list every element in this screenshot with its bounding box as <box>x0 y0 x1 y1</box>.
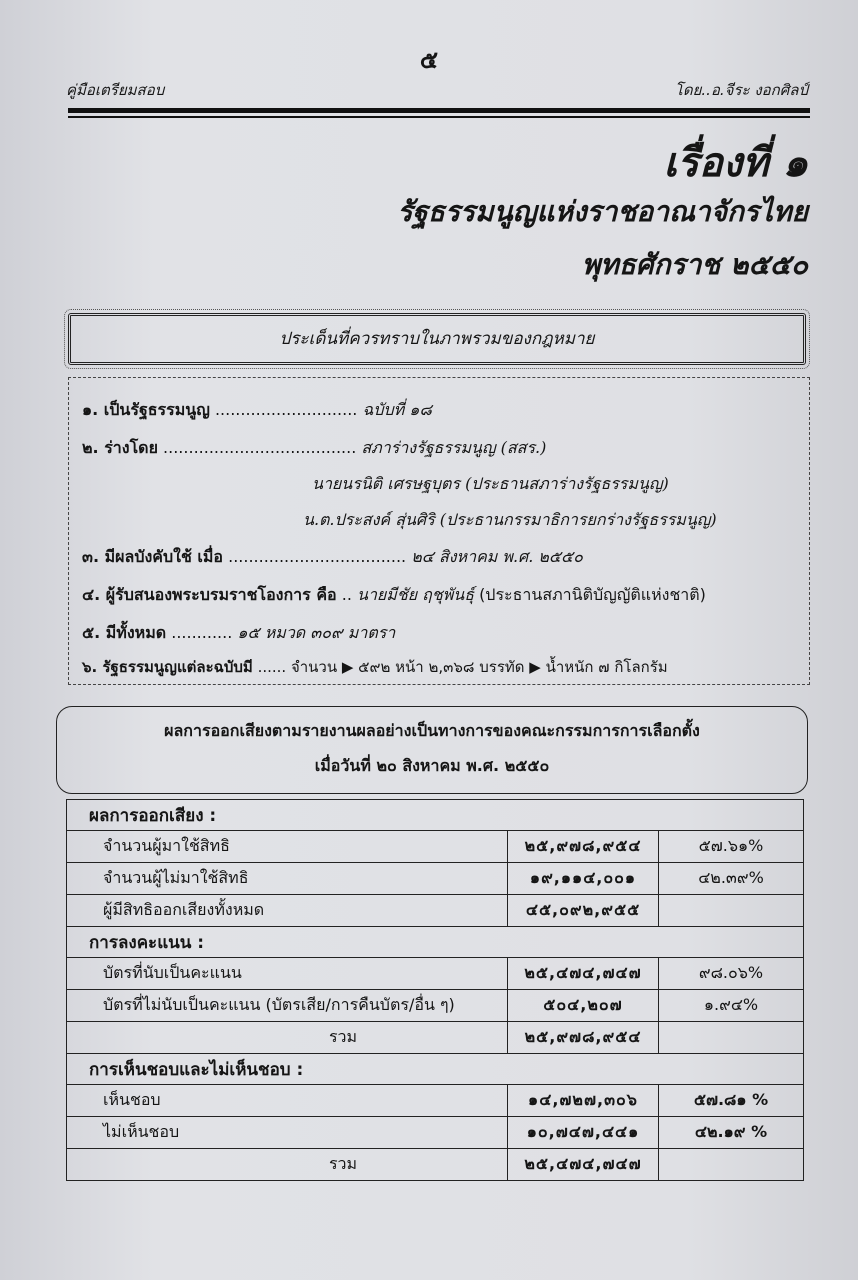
row-label: จำนวนผู้ไม่มาใช้สิทธิ <box>67 863 508 895</box>
row-label: ผู้มีสิทธิออกเสียงทั้งหมด <box>67 895 508 927</box>
row-value: ๑๐,๗๔๗,๔๔๑ <box>508 1117 659 1149</box>
law-title: รัฐธรรมนูญแห่งราชอาณาจักรไทย <box>397 195 808 228</box>
vote-result-heading-box <box>56 706 808 794</box>
row-label: บัตรที่นับเป็นคะแนน <box>67 958 508 990</box>
chapter-title: เรื่องที่ ๑ <box>663 139 808 186</box>
section-header-vote-results <box>67 800 804 831</box>
row-percent-empty <box>659 1022 804 1054</box>
row-value: ๒๕,๔๗๔,๗๔๗ <box>508 958 659 990</box>
fact-dots: ............ <box>171 623 233 642</box>
fact-label: ๕. มีทั้งหมด <box>82 623 167 642</box>
table-row <box>67 1117 804 1149</box>
row-label: บัตรที่ไม่นับเป็นคะแนน (บัตรเสีย/การคืนบัตร/อื่น ๆ) <box>67 990 508 1022</box>
fact-item-1 <box>82 398 432 423</box>
section-header-approval <box>67 1054 804 1085</box>
table-row <box>67 895 804 927</box>
fact-label: ๒. ร่างโดย <box>82 438 158 457</box>
vote-heading-line-1: ผลการออกเสียงตามรายงานผลอย่างเป็นทางการของคณะกรรมการการเลือกตั้ง <box>164 721 700 740</box>
section-title: ผลการออกเสียง : <box>67 800 804 831</box>
fact-item-5 <box>82 621 395 646</box>
fact-dots: ................................... <box>228 547 407 566</box>
row-value: ๑๔,๗๒๗,๓๐๖ <box>508 1085 659 1117</box>
page-number: ๕ <box>419 46 439 74</box>
drafter-1: นายนรนิติ เศรษฐบุตร (ประธานสภาร่างรัฐธรรมนูญ) <box>312 474 669 493</box>
fact-item-3 <box>82 545 583 570</box>
table-row <box>67 863 804 895</box>
row-percent: ๕๗.๘๑ % <box>659 1085 804 1117</box>
table-row <box>67 990 804 1022</box>
fact-item-6 <box>82 655 668 679</box>
fact-suffix: (ประธานสภานิติบัญญัติแห่งชาติ) <box>479 585 706 604</box>
fact-item-4 <box>82 583 706 608</box>
row-total-label: รวม <box>67 1022 508 1054</box>
law-year: พุทธศักราช ๒๕๕๐ <box>581 248 808 281</box>
fact-value: ฉบับที่ ๑๘ <box>362 400 432 419</box>
row-total-label: รวม <box>67 1149 508 1181</box>
drafter-2: น.ต.ประสงค์ สุ่นศิริ (ประธานกรรมาธิการยกร่างรัฐธรรมนูญ) <box>303 510 717 529</box>
section-title: การลงคะแนน : <box>67 927 804 958</box>
row-value: ๒๕,๙๗๘,๙๕๔ <box>508 831 659 863</box>
row-percent-empty <box>659 1149 804 1181</box>
fact-suffix: จำนวน ▶ ๕๙๒ หน้า ๒,๓๖๘ บรรทัด ▶ น้ำหนัก ๗ กิโลกรัม <box>290 658 668 676</box>
fact-label: ๑. เป็นรัฐธรรมนูญ <box>82 400 210 419</box>
row-total-value: ๒๕,๙๗๘,๙๕๔ <box>508 1022 659 1054</box>
row-percent: ๑.๙๔% <box>659 990 804 1022</box>
topic-title: ประเด็นที่ควรทราบในภาพรวมของกฎหมาย <box>279 329 595 349</box>
header-rule-thin <box>68 116 810 118</box>
header-book-title: คู่มือเตรียมสอบ <box>66 81 165 99</box>
table-row-total <box>67 1022 804 1054</box>
row-label: เห็นชอบ <box>67 1085 508 1117</box>
row-label: จำนวนผู้มาใช้สิทธิ <box>67 831 508 863</box>
section-title: การเห็นชอบและไม่เห็นชอบ : <box>67 1054 804 1085</box>
fact-dots: ...... <box>257 658 287 676</box>
row-percent <box>659 895 804 927</box>
results-table <box>66 799 804 1181</box>
table-row <box>67 1085 804 1117</box>
fact-item-2 <box>82 436 546 461</box>
row-percent: ๕๗.๖๑% <box>659 831 804 863</box>
fact-label: ๔. ผู้รับสนองพระบรมราชโองการ คือ <box>82 585 337 604</box>
header-rule-thick <box>68 108 810 113</box>
fact-dots: .. <box>341 585 352 604</box>
row-value: ๔๕,๐๙๒,๙๕๕ <box>508 895 659 927</box>
fact-value: นายมีชัย ฤชุพันธุ์ <box>357 585 474 604</box>
row-value: ๑๙,๑๑๔,๐๐๑ <box>508 863 659 895</box>
row-percent: ๙๘.๐๖% <box>659 958 804 990</box>
fact-value: สภาร่างรัฐธรรมนูญ (สสร.) <box>361 438 547 457</box>
fact-label: ๖. รัฐธรรมนูญแต่ละฉบับมี <box>82 658 253 676</box>
vote-heading-line-2: เมื่อวันที่ ๒๐ สิงหาคม พ.ศ. ๒๕๕๐ <box>314 756 550 775</box>
fact-dots: ............................ <box>214 400 358 419</box>
section-header-ballots <box>67 927 804 958</box>
row-total-value: ๒๕,๔๗๔,๗๔๗ <box>508 1149 659 1181</box>
fact-dots: ...................................... <box>163 438 357 457</box>
fact-value: ๑๕ หมวด ๓๐๙ มาตรา <box>237 623 396 642</box>
table-row <box>67 958 804 990</box>
topic-box <box>68 313 806 365</box>
header-author: โดย..อ.จีระ งอกศิลป์ <box>674 81 808 99</box>
fact-value: ๒๔ สิงหาคม พ.ศ. ๒๕๕๐ <box>411 547 583 566</box>
fact-label: ๓. มีผลบังคับใช้ เมื่อ <box>82 547 224 566</box>
row-percent: ๔๒.๑๙ % <box>659 1117 804 1149</box>
table-row <box>67 831 804 863</box>
row-value: ๕๐๔,๒๐๗ <box>508 990 659 1022</box>
row-percent: ๔๒.๓๙% <box>659 863 804 895</box>
table-row-total <box>67 1149 804 1181</box>
row-label: ไม่เห็นชอบ <box>67 1117 508 1149</box>
